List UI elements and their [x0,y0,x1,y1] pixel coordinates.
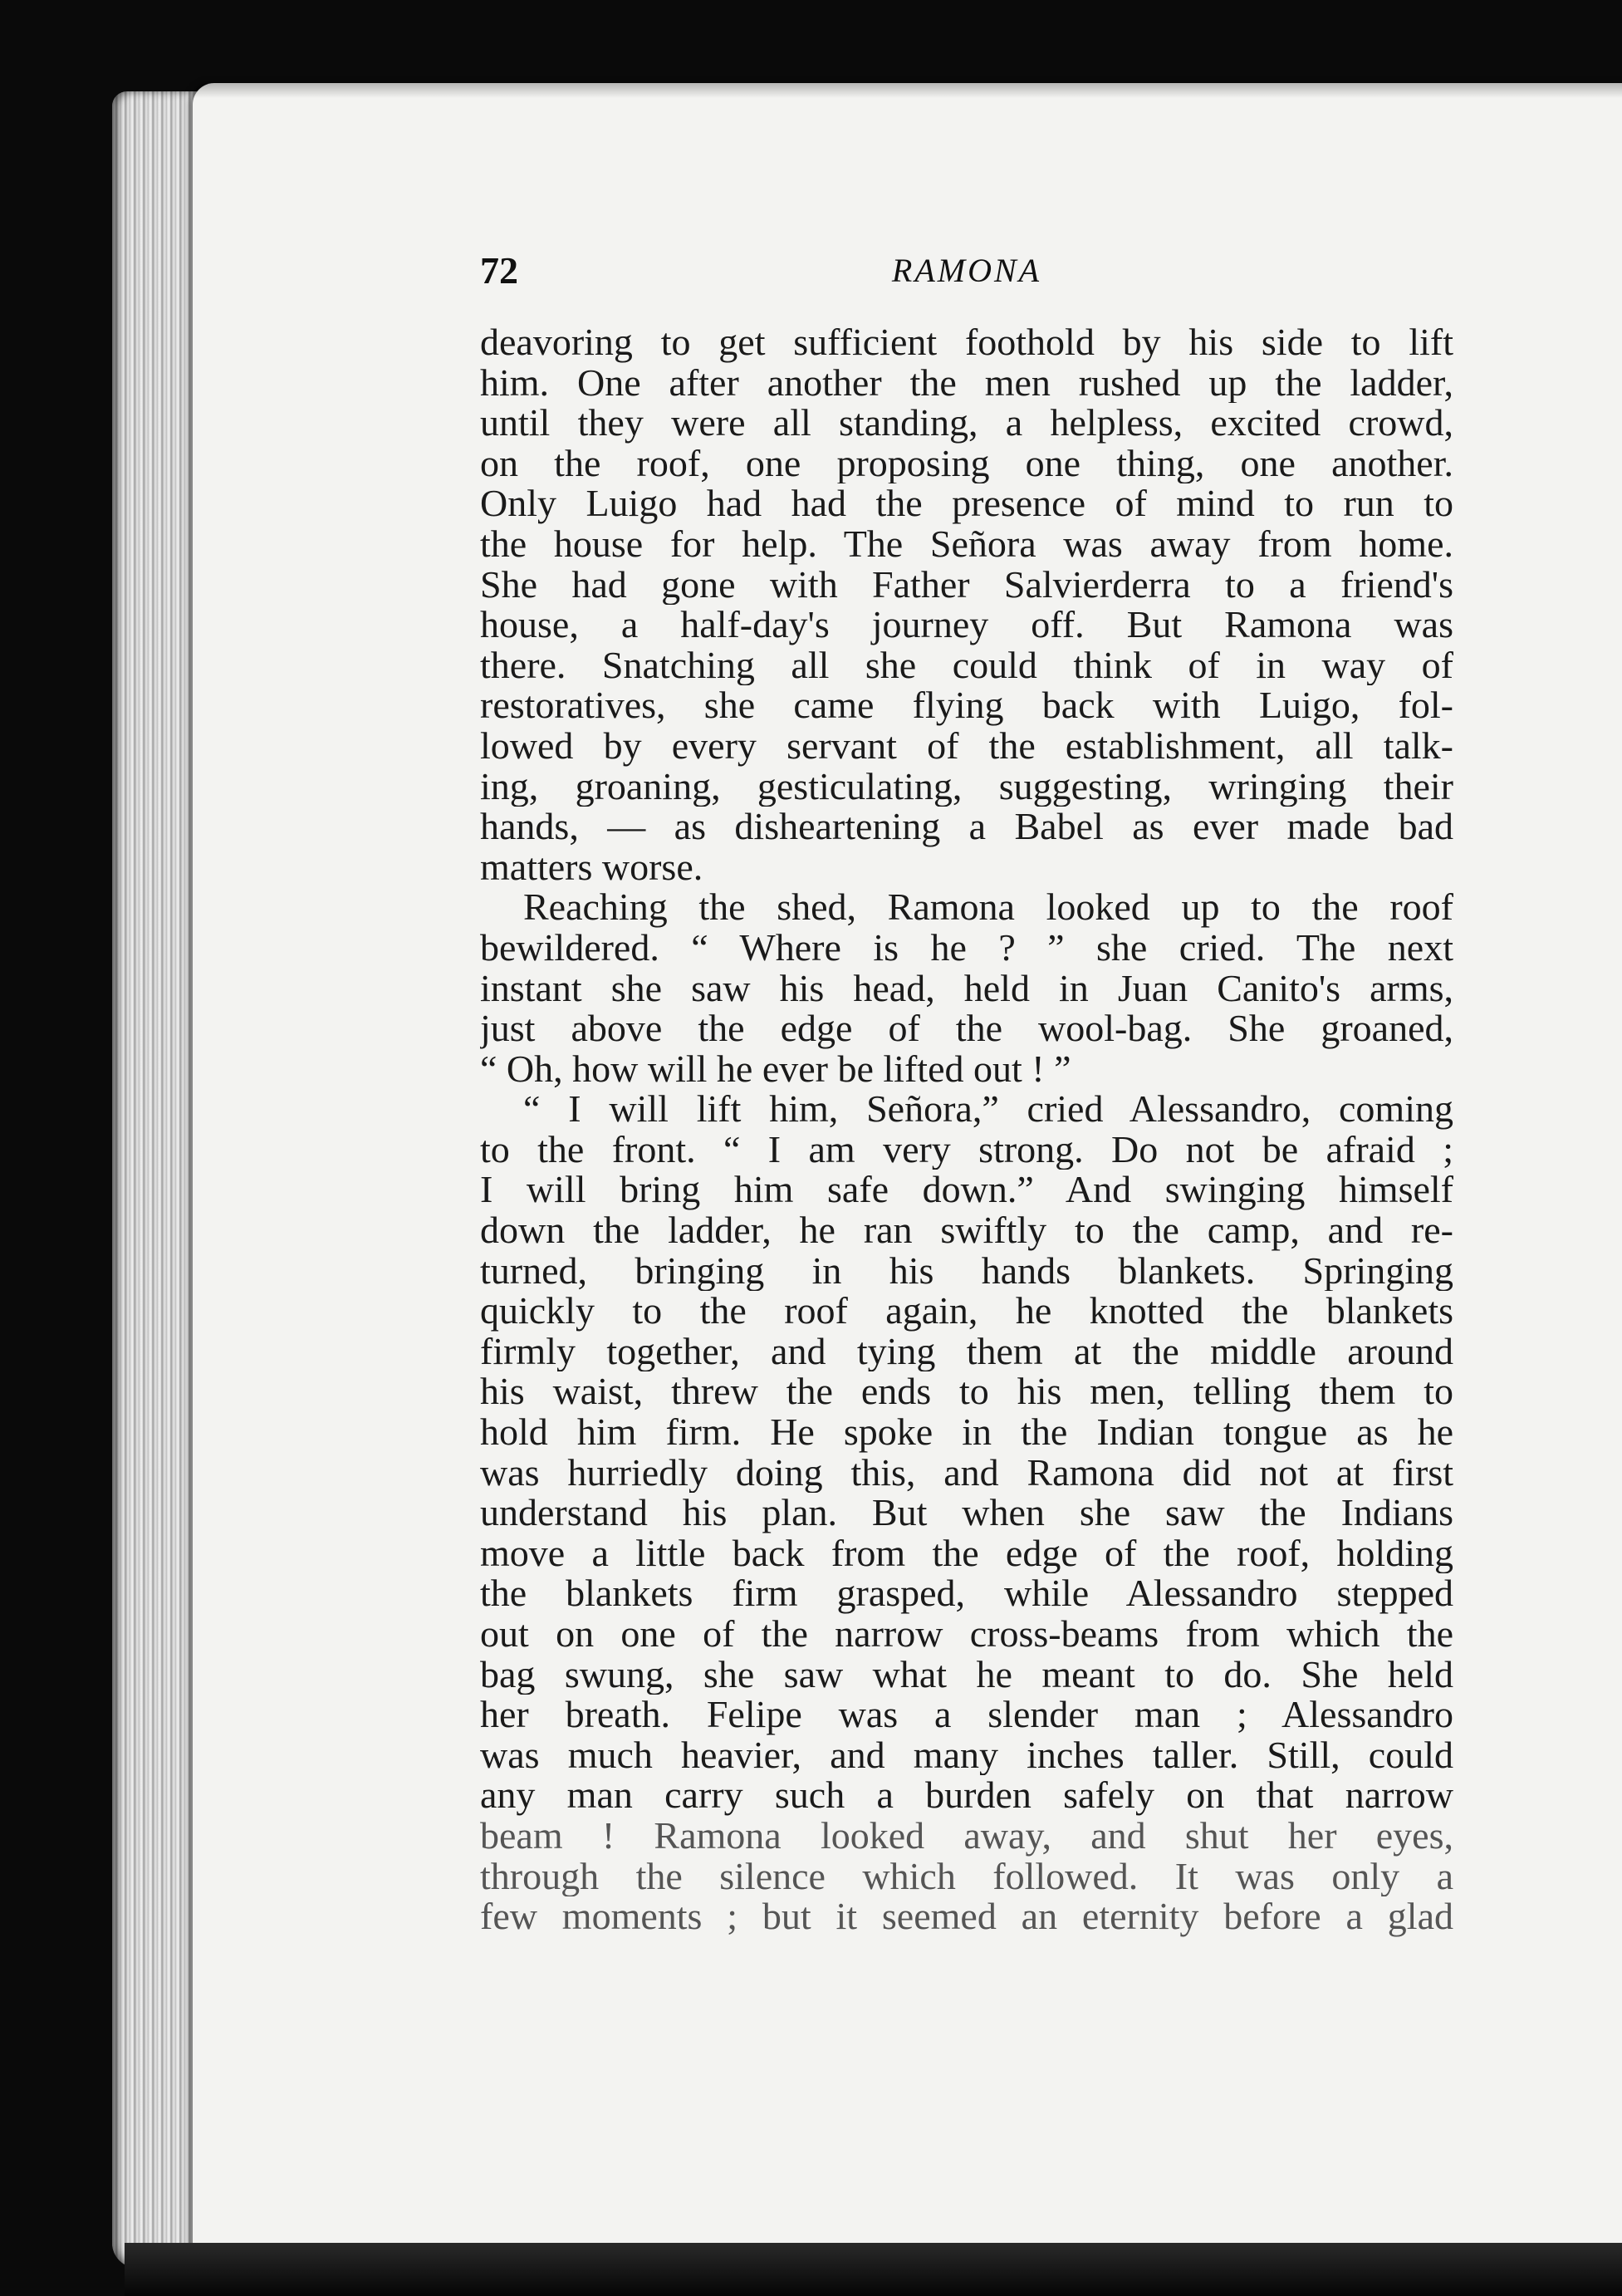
text-line: until they were all standing, a helpless, excited crowd, [480,403,1453,444]
text-line: bag swung, she saw what he meant to do. She held [480,1654,1453,1695]
text-line: She had gone with Father Salvierderra to a friend's [480,564,1453,606]
text-line: understand his plan. But when she saw the Indians [480,1493,1453,1533]
text-line: turned, bringing in his hands blankets. Springing [480,1250,1453,1292]
text-line: through the silence which followed. It was only a [480,1856,1453,1897]
paragraph-end-line: matters worse. [480,846,703,888]
text-line: him. One after another the men rushed up the ladder, [480,362,1453,404]
text-line: I will bring him safe down.” And swinging himself [480,1170,1453,1211]
text-line: beam ! Ramona looked away, and shut her eyes, [480,1815,1453,1857]
text-line: few moments ; but it seemed an eternity before a glad [480,1896,1453,1937]
text-line: lowed by every servant of the establishment, all talk- [480,725,1453,767]
text-line: on the roof, one proposing one thing, one another. [480,443,1453,484]
text-line: deavoring to get sufficient foothold by his side to lift [480,322,1453,363]
text-line: instant she saw his head, held in Juan Canito's arms, [480,968,1453,1009]
text-line: was hurriedly doing this, and Ramona did not at first [480,1452,1453,1494]
text-line: her breath. Felipe was a slender man ; Alessandro [480,1695,1453,1735]
text-line: firmly together, and tying them at the middle around [480,1331,1453,1372]
text-line: was much heavier, and many inches taller. Still, could [480,1734,1453,1776]
text-line: the house for help. The Señora was away from home. [480,523,1453,565]
running-head: RAMONA [891,252,1042,289]
text-line: Only Luigo had had the presence of mind to run to [480,483,1453,524]
page-number: 72 [480,249,518,292]
text-line: bewildered. “ Where is he ? ” she cried. The next [480,927,1453,969]
text-line: move a little back from the edge of the roof, holding [480,1533,1453,1574]
text-line: any man carry such a burden safely on that narrow [480,1775,1453,1816]
paragraph-end-line: “ Oh, how will he ever be lifted out ! ” [480,1048,1071,1090]
text-line: quickly to the roof again, he knotted the blankets [480,1291,1453,1332]
page-header [480,246,1453,296]
page-bottom-edge [125,2243,1622,2296]
text-line: house, a half-day's journey off. But Ramona was [480,605,1453,645]
text-line: to the front. “ I am very strong. Do not be afraid ; [480,1129,1453,1170]
text-line: hold him firm. He spoke in the Indian tongue as he [480,1412,1453,1453]
text-line: his waist, threw the ends to his men, telling them to [480,1371,1453,1413]
text-line: hands, — as disheartening a Babel as ever made bad [480,807,1453,847]
text-line: there. Snatching all she could think of in way of [480,645,1453,686]
text-line: just above the edge of the wool-bag. She groaned, [480,1008,1453,1049]
page-top-shadow [193,83,1622,98]
text-line: down the ladder, he ran swiftly to the camp, and re- [480,1210,1453,1251]
text-line: out on one of the narrow cross-beams from which the [480,1614,1453,1655]
paragraph-start-line: Reaching the shed, Ramona looked up to the roof [523,887,1453,928]
text-line: the blankets firm grasped, while Alessandro stepped [480,1573,1453,1614]
paragraph-start-line: “ I will lift him, Señora,” cried Alessandro, coming [523,1089,1453,1130]
body-text [480,322,1453,1937]
text-line: ing, groaning, gesticulating, suggesting, wringing their [480,766,1453,807]
text-line: restoratives, she came flying back with Luigo, fol- [480,685,1453,726]
